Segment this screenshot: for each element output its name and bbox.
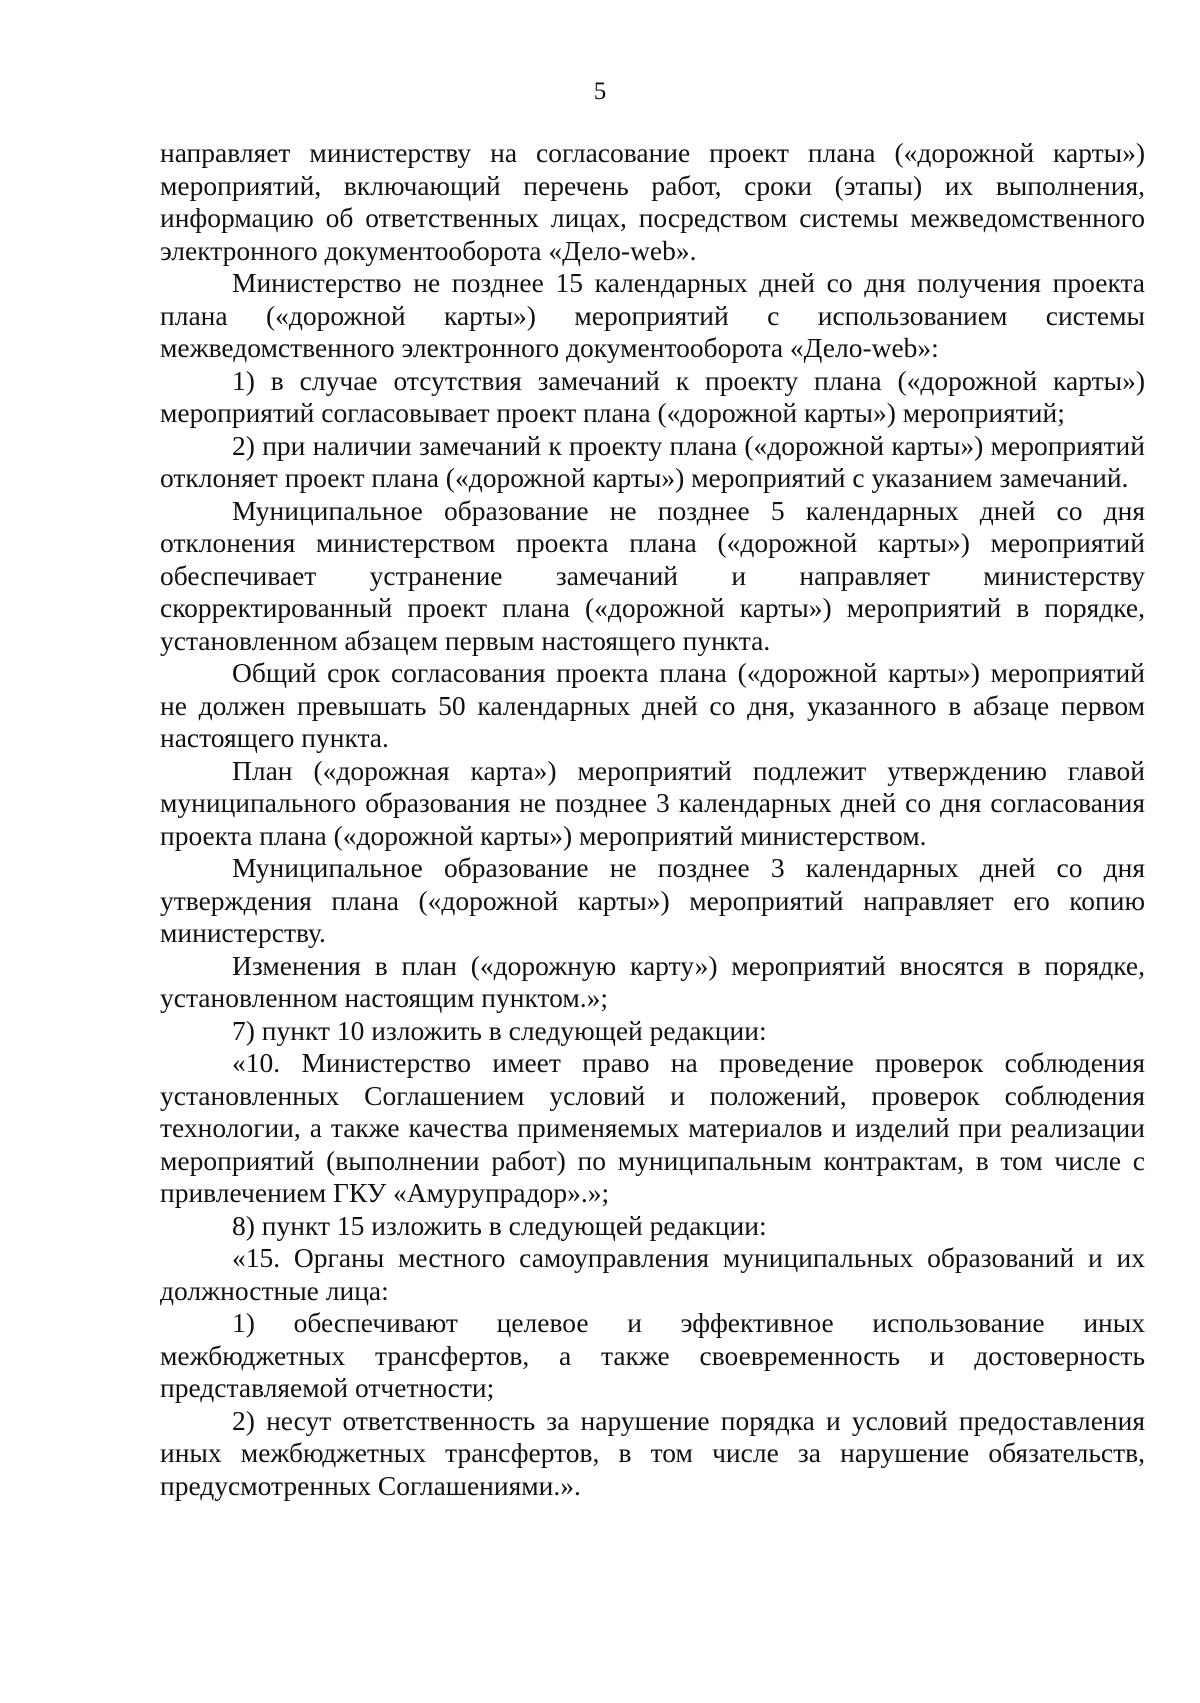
paragraph-12: 8) пункт 15 изложить в следующей редакции: <box>232 1209 767 1241</box>
paragraph-15: 2) несут ответственность за нарушение порядка и условий предоставления иных межбюджетных трансфертов, в том числе за нарушение обязательств, предусмотренных Соглашениями.». <box>160 1404 1145 1501</box>
document-body <box>160 137 1145 1502</box>
paragraph-8: Муниципальное образование не позднее 3 календарных дней со дня утверждения плана («дорожной карты») мероприятий направляет его копию министерству. <box>160 852 1145 948</box>
paragraph-6: Общий срок согласования проекта плана («дорожной карты») мероприятий не должен превышать 50 календарных дней со дня, указанного в абзаце первом настоящего пункта. <box>160 657 1145 753</box>
paragraph-9: Изменения в план («дорожную карту») мероприятий вносятся в порядке, установленном настоящим пунктом.»; <box>160 949 1145 1013</box>
paragraph-14: 1) обеспечивают целевое и эффективное использование иных межбюджетных трансфертов, а также своевременность и достоверность представляемой отчетности; <box>160 1307 1145 1403</box>
paragraph-4: 2) при наличии замечаний к проекту плана («дорожной карты») мероприятий отклоняет проект плана («дорожной карты») мероприятий с указанием замечаний. <box>160 429 1145 493</box>
paragraph-7: План («дорожная карта») мероприятий подлежит утверждению главой муниципального образования не позднее 3 календарных дней со дня согласования проекта плана («дорожной карты») мероприятий министерством. <box>160 754 1145 851</box>
paragraph-1: направляет министерству на согласование проект плана («дорожной карты») мероприятий, включающий перечень работ, сроки (этапы) их выполнения, информацию об ответственных лицах, посредством системы межведомственного электронного документооборота «Дело-web». <box>160 137 1145 266</box>
paragraph-3: 1) в случае отсутствия замечаний к проекту плана («дорожной карты») мероприятий согласовывает проект плана («дорожной карты») мероприятий; <box>160 364 1145 428</box>
paragraph-13: «15. Органы местного самоуправления муниципальных образований и их должностные лица: <box>160 1242 1145 1306</box>
paragraph-5: Муниципальное образование не позднее 5 календарных дней со дня отклонения министерством проекта плана («дорожной карты») мероприятий обеспечивает устранение замечаний и направляет министерству скорректированный проект плана («дорожной карты») мероприятий в порядке, установленном абзацем первым настоящего пункта. <box>160 494 1145 656</box>
paragraph-11: «10. Министерство имеет право на проведение проверок соблюдения установленных Соглашением условий и положений, проверок соблюдения технологии, а также качества применяемых материалов и изделий при реализации мероприятий (выполнении работ) по муниципальным контрактам, в том числе с привлечением ГКУ «Амурупрадор».»; <box>160 1047 1145 1208</box>
paragraph-2: Министерство не позднее 15 календарных дней со дня получения проекта плана («дорожной карты») мероприятий с использованием системы межведомственного электронного документооборота «Дело-web»: <box>160 267 1145 363</box>
page-number: 5 <box>593 78 607 105</box>
paragraph-10: 7) пункт 10 изложить в следующей редакции: <box>232 1014 767 1046</box>
